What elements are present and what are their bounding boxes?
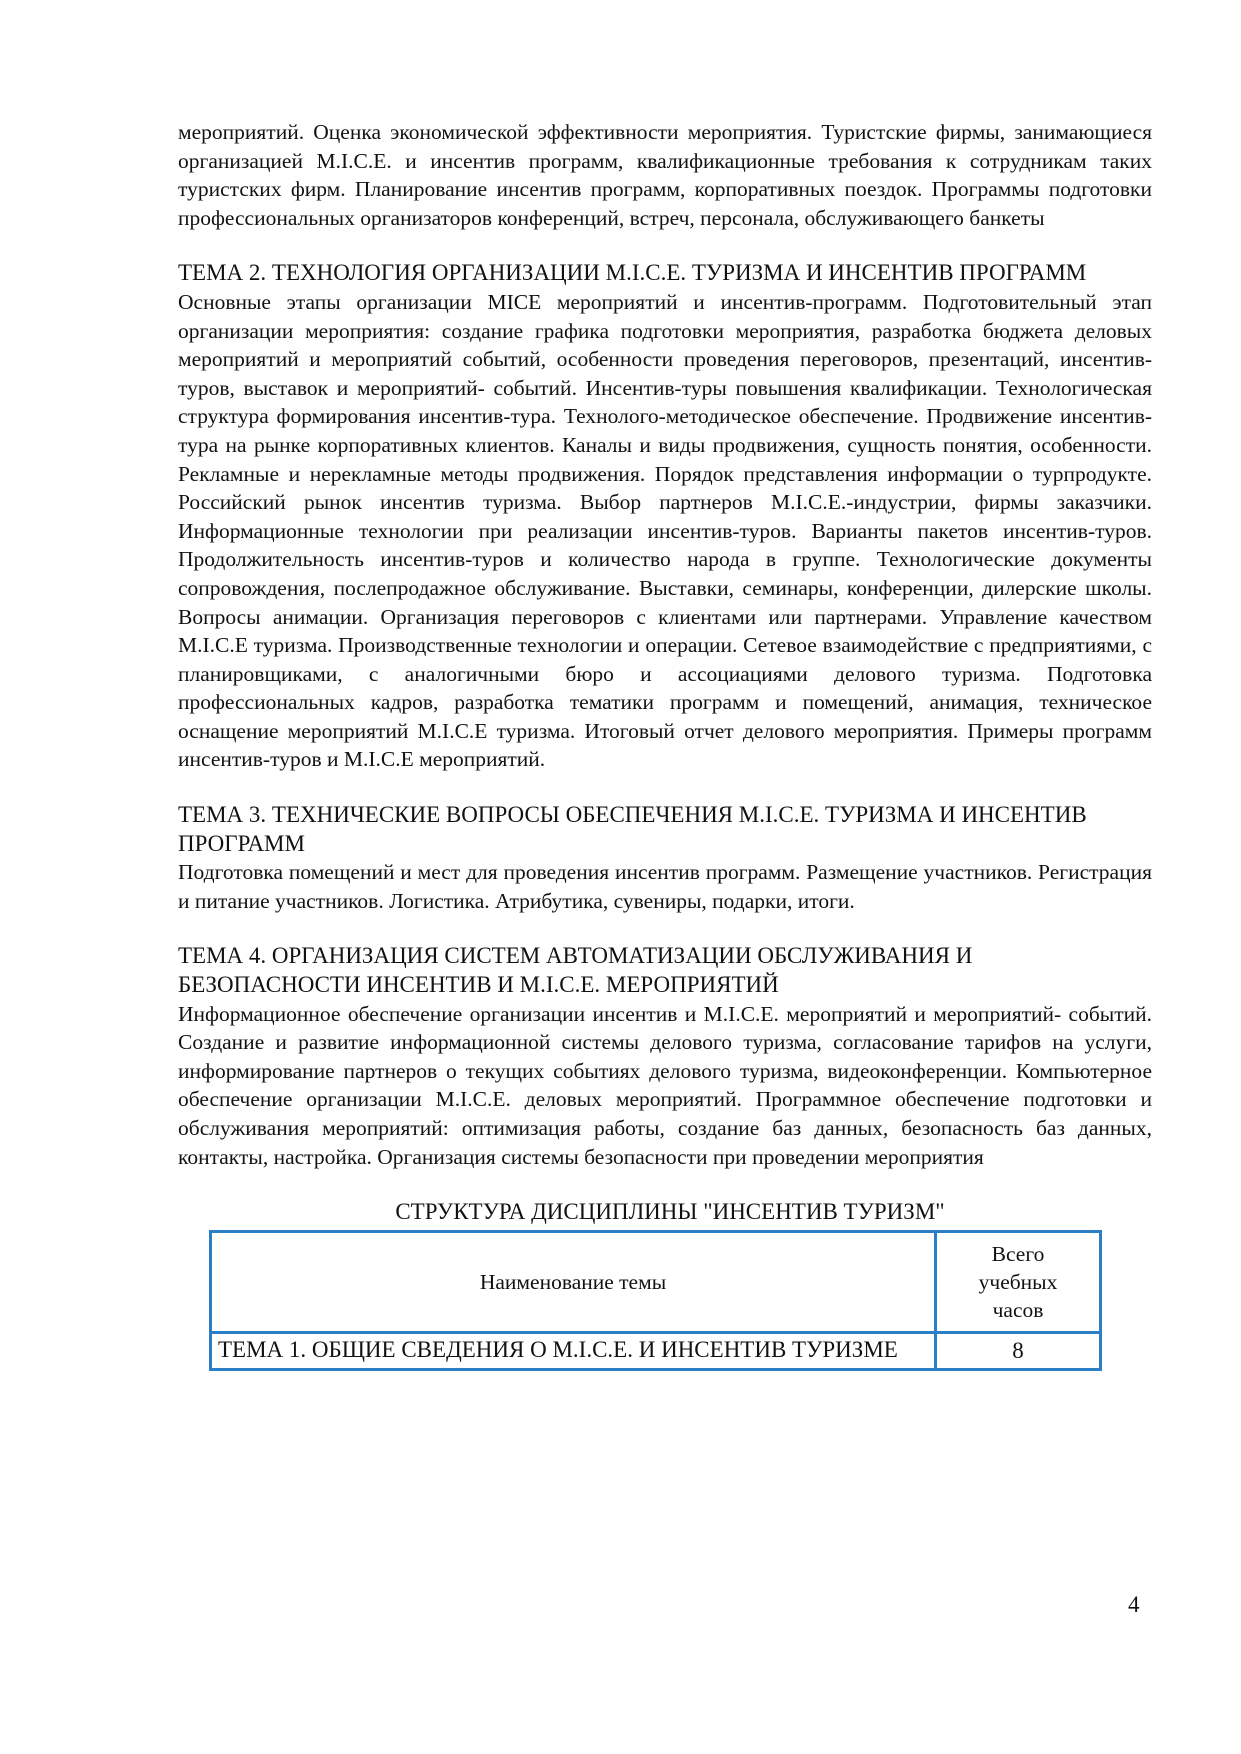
header-hours-line: Всего	[991, 1242, 1045, 1267]
section-heading: ТЕМА 4. ОРГАНИЗАЦИЯ СИСТЕМ АВТОМАТИЗАЦИИ ОБСЛУЖИВАНИЯ И БЕЗОПАСНОСТИ ИНСЕНТИВ И M.I.C.E. МЕРОПРИЯТИЙ	[178, 943, 973, 998]
table-title: СТРУКТУРА ДИСЦИПЛИНЫ "ИНСЕНТИВ ТУРИЗМ"	[395, 1199, 945, 1225]
header-topic-name: Наименование темы	[211, 1232, 936, 1333]
header-total-hours	[936, 1232, 1101, 1333]
row-topic-name: ТЕМА 1. ОБЩИЕ СВЕДЕНИЯ О M.I.C.E. И ИНСЕНТИВ ТУРИЗМЕ	[211, 1333, 936, 1370]
document-page	[178, 118, 1152, 1371]
section-topic-2	[178, 259, 1152, 774]
section-body: Подготовка помещений и мест для проведения инсентив программ. Размещение участников. Регистрация и питание участников. Логистика. Атрибутика, сувениры, подарки, итоги.	[178, 860, 1152, 913]
header-hours-line: учебных	[978, 1270, 1058, 1295]
section-topic-4	[178, 942, 1152, 1171]
intro-paragraph: мероприятий. Оценка экономической эффективности мероприятия. Туристские фирмы, занимающиеся организацией M.I.C.E. и инсентив программ, квалификационные требования к сотрудникам таких туристских фирм. Планирование инсентив программ, корпоративных поездок. Программы подготовки профессиональных организаторов конференций, встреч, персонала, обслуживающего банкеты	[178, 120, 1152, 230]
row-hours: 8	[936, 1333, 1101, 1370]
table-header-row	[211, 1232, 1101, 1333]
header-hours-line: часов	[992, 1298, 1044, 1323]
section-heading: ТЕМА 3. ТЕХНИЧЕСКИЕ ВОПРОСЫ ОБЕСПЕЧЕНИЯ M.I.C.E. ТУРИЗМА И ИНСЕНТИВ ПРОГРАММ	[178, 802, 1087, 856]
section-body: Основные этапы организации MICE мероприятий и инсентив-программ. Подготовительный этап организации мероприятия: создание графика подготовки мероприятия, разработка бюджета деловых мероприятий и мероприятий событий, особенности проведения переговоров, презентаций, инсентив-туров, выставок и мероприятий- событий. Инсентив-туры повышения квалификации. Технологическая структура формирования инсентив-тура. Технолого-методическое обеспечение. Продвижение инсентив-тура на рынке корпоративных клиентов. Каналы и виды продвижения, сущность понятия, особенности. Рекламные и нерекламные методы продвижения. Порядок представления информации о турпродукте. Российский рынок инсентив туризма. Выбор партнеров M.I.C.E.-индустрии, фирмы заказчики. Информационные технологии при реализации инсентив-туров. Варианты пакетов инсентив-туров. Продолжительность инсентив-туров и количество народа в группе. Технологические документы сопровождения, послепродажное обслуживание. Выставки, семинары, конференции, дилерские школы. Вопросы анимации. Организация переговоров с клиентами или партнерами. Управление качеством M.I.C.E туризма. Производственные технологии и операции. Сетевое взаимодействие с предприятиями, с планировщиками, с аналогичными бюро и ассоциациями делового туризма. Подготовка профессиональных кадров, разработка тематики программ и помещений, анимация, техническое оснащение мероприятий M.I.C.E туризма. Итоговый отчет делового мероприятия. Примеры программ инсентив-туров и M.I.C.E мероприятий.	[178, 289, 1152, 772]
table-row	[211, 1333, 1101, 1370]
section-topic-3	[178, 801, 1152, 915]
page-number: 4	[1128, 1592, 1140, 1617]
discipline-structure-table	[209, 1230, 1102, 1371]
section-body: Информационное обеспечение организации инсентив и M.I.C.E. мероприятий и мероприятий- событий. Создание и развитие информационной системы делового туризма, согласование тарифов на услуги, информирование партнеров о текущих событиях делового туризма, видеоконференции. Компьютерное обеспечение организации M.I.C.E. деловых мероприятий. Программное обеспечение подготовки и обслуживания мероприятий: оптимизация работы, создание баз данных, безопасность баз данных, контакты, настройка. Организация системы безопасности при проведении мероприятия	[178, 1001, 1152, 1169]
section-heading: ТЕМА 2. ТЕХНОЛОГИЯ ОРГАНИЗАЦИИ M.I.C.E. ТУРИЗМА И ИНСЕНТИВ ПРОГРАММ	[178, 260, 1087, 286]
